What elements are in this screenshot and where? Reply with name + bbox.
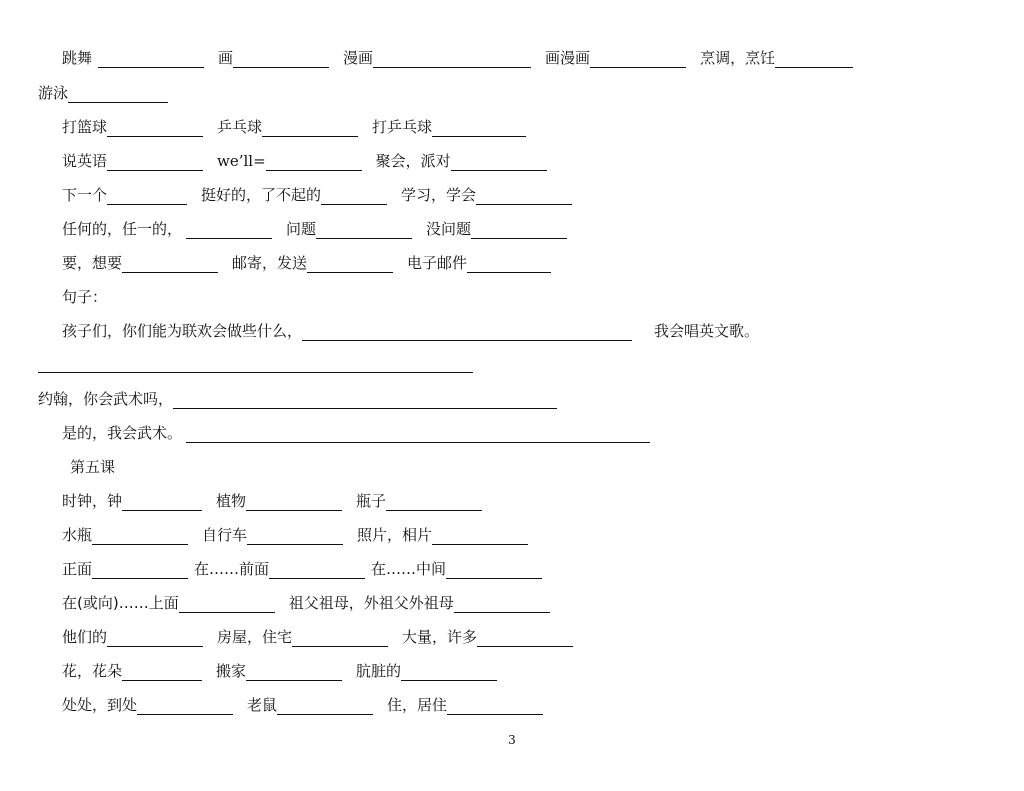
vocab-row-11 [62, 593, 550, 617]
answer-blank[interactable] [307, 255, 393, 273]
vocab-row-4 [62, 151, 547, 175]
answer-blank[interactable] [467, 255, 551, 273]
answer-blank[interactable] [373, 50, 531, 68]
term-cook: 烹调，烹饪 [700, 49, 776, 67]
answer-blank[interactable] [302, 323, 632, 341]
term-no-problem: 没问题 [426, 220, 472, 238]
answer-blank[interactable] [107, 119, 203, 137]
answer-blank[interactable] [98, 50, 204, 68]
term-any: 任何的，任一的， [62, 220, 183, 238]
term-everywhere: 处处，到处 [62, 696, 138, 714]
vocab-row-14 [62, 695, 543, 719]
answer-blank[interactable] [775, 50, 853, 68]
term-their: 他们的 [62, 628, 108, 646]
answer-blank[interactable] [471, 221, 567, 239]
term-comic: 漫画 [343, 49, 374, 67]
answer-blank[interactable] [137, 697, 233, 715]
term-great: 挺好的，了不起的 [201, 186, 322, 204]
answer-blank[interactable] [316, 221, 412, 239]
answer-blank[interactable] [247, 527, 343, 545]
lesson-title: 第五课 [70, 458, 116, 476]
sentences-label: 句子： [62, 288, 108, 306]
term-plant: 植物 [216, 492, 247, 510]
answer-blank[interactable] [447, 697, 543, 715]
sentence-question: 约翰，你会武术吗， [38, 390, 174, 408]
term-play-basketball: 打篮球 [62, 118, 108, 136]
term-photo: 照片，相片 [357, 526, 433, 544]
term-dirty: 肮脏的 [356, 662, 402, 680]
answer-blank[interactable] [266, 153, 362, 171]
answer-blank[interactable] [277, 697, 373, 715]
term-house: 房屋，住宅 [217, 628, 293, 646]
lesson-five-heading [70, 457, 115, 481]
term-draw: 画 [218, 49, 234, 67]
term-problem: 问题 [286, 220, 317, 238]
term-bottle: 瓶子 [356, 492, 387, 510]
answer-blank[interactable] [68, 85, 168, 103]
answer-blank[interactable] [92, 527, 188, 545]
term-bike: 自行车 [202, 526, 248, 544]
term-a-lot-of: 大量，许多 [402, 628, 478, 646]
term-water-bottle: 水瓶 [62, 526, 93, 544]
answer-blank[interactable] [269, 561, 365, 579]
term-mouse: 老鼠 [247, 696, 278, 714]
term-learn: 学习，学会 [401, 186, 477, 204]
term-in-front-of: 在……前面 [194, 560, 270, 578]
answer-blank[interactable] [446, 561, 542, 579]
term-send: 邮寄，发送 [232, 254, 308, 272]
term-front: 正面 [62, 560, 93, 578]
vocab-row-6 [62, 219, 567, 243]
answer-blank[interactable] [122, 663, 202, 681]
answer-blank[interactable] [246, 663, 342, 681]
answer-blank[interactable] [432, 119, 526, 137]
term-want: 要，想要 [62, 254, 123, 272]
term-ping-pong: 乒乓球 [217, 118, 263, 136]
answer-blank[interactable] [262, 119, 358, 137]
vocab-row-12 [62, 627, 573, 651]
answer-blank[interactable] [590, 50, 686, 68]
term-clock: 时钟，钟 [62, 492, 123, 510]
answer-blank[interactable] [246, 493, 342, 511]
page-number: 3 [508, 733, 516, 747]
answer-blank[interactable] [292, 629, 388, 647]
term-live: 住，居住 [387, 696, 448, 714]
term-move-house: 搬家 [216, 662, 247, 680]
answer-blank[interactable] [401, 663, 497, 681]
answer-blank[interactable] [477, 629, 573, 647]
term-dance: 跳舞 [62, 49, 93, 67]
term-play-ping-pong: 打乒乓球 [372, 118, 433, 136]
answer-blank[interactable] [233, 50, 329, 68]
sentence-row-2 [38, 389, 557, 413]
answer-blank[interactable] [92, 561, 188, 579]
answer-blank[interactable] [386, 493, 482, 511]
vocab-row-5 [62, 185, 572, 209]
term-grandparents: 祖父祖母，外祖父外祖母 [288, 594, 454, 612]
sentence-row-1 [62, 321, 759, 345]
section-heading-sentences [62, 287, 107, 311]
term-above: 在(或向)……上面 [62, 594, 179, 612]
vocab-row-1 [62, 48, 853, 72]
answer-rule[interactable] [38, 372, 473, 373]
vocab-row-10 [62, 559, 542, 583]
answer-blank[interactable] [186, 425, 650, 443]
term-flower: 花，花朵 [62, 662, 123, 680]
answer-blank[interactable] [186, 221, 272, 239]
term-next: 下一个 [62, 186, 108, 204]
answer-blank[interactable] [476, 187, 572, 205]
term-speak-english: 说英语 [62, 152, 108, 170]
sentence-answer: 我会唱英文歌。 [654, 322, 760, 340]
answer-blank[interactable] [122, 493, 202, 511]
answer-blank[interactable] [107, 153, 203, 171]
answer-blank[interactable] [454, 595, 550, 613]
term-swim: 游泳 [38, 84, 69, 102]
term-email: 电子邮件 [407, 254, 468, 272]
vocab-row-7 [62, 253, 551, 277]
answer-blank[interactable] [107, 187, 187, 205]
answer-blank[interactable] [451, 153, 547, 171]
vocab-row-8 [62, 491, 482, 515]
answer-blank[interactable] [321, 187, 387, 205]
sentence-answer: 是的，我会武术。 [62, 424, 183, 442]
vocab-row-9 [62, 525, 528, 549]
answer-blank[interactable] [179, 595, 275, 613]
vocab-row-2 [38, 83, 168, 107]
vocab-row-13 [62, 661, 497, 685]
term-between: 在……中间 [371, 560, 447, 578]
vocab-row-3 [62, 117, 526, 141]
answer-blank[interactable] [122, 255, 218, 273]
sentence-question: 孩子们，你们能为联欢会做些什么， [62, 322, 303, 340]
answer-blank[interactable] [432, 527, 528, 545]
answer-blank[interactable] [107, 629, 203, 647]
term-draw-comics: 画漫画 [545, 49, 591, 67]
sentence-row-3 [62, 423, 650, 447]
answer-blank[interactable] [173, 391, 557, 409]
term-well: we’ll= [217, 152, 266, 170]
term-party: 聚会，派对 [375, 152, 451, 170]
